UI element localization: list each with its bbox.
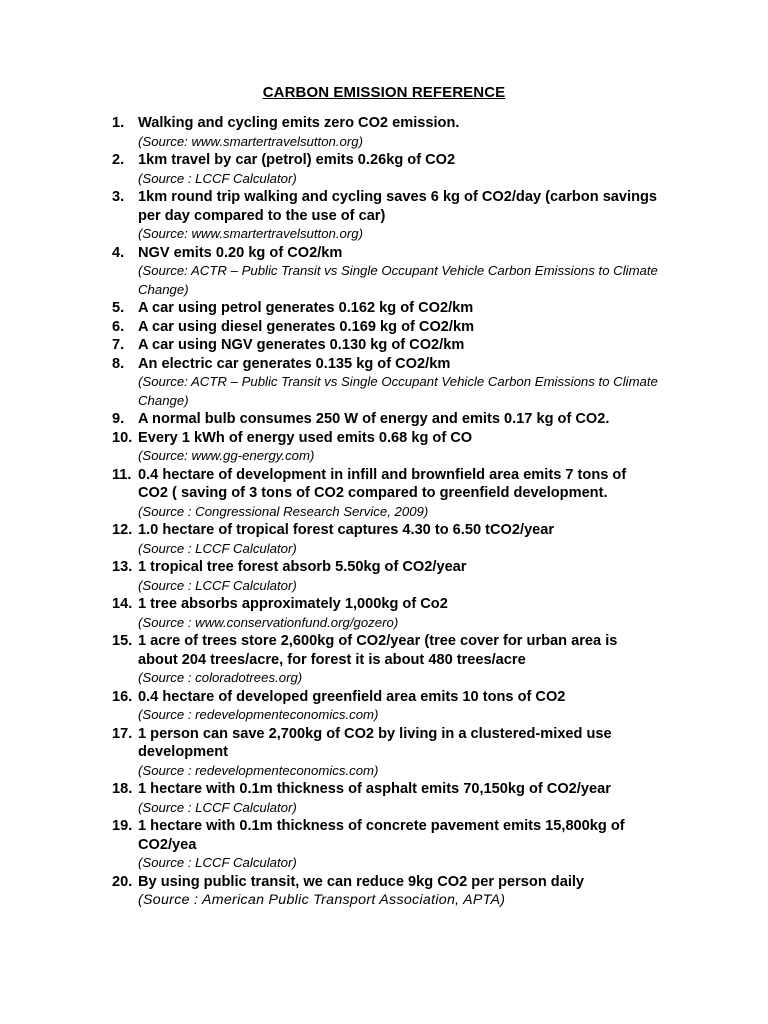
item-text: 1km round trip walking and cycling saves 6 kg of CO2/day (carbon savings per day compared to the use of car) [138, 189, 658, 224]
item-number: 20. [112, 873, 133, 890]
list-item [0, 558, 768, 595]
item-source: (Source : American Public Transport Association, APTA) [138, 892, 506, 908]
list-item [0, 873, 768, 910]
item-body [138, 355, 658, 411]
item-body [138, 336, 658, 355]
item-number: 2. [112, 152, 125, 168]
list-item [0, 521, 768, 558]
document-title: CARBON EMISSION REFERENCE [262, 84, 506, 101]
item-body [138, 410, 658, 429]
list-item [0, 632, 768, 688]
item-body [138, 466, 658, 522]
item-number: 13. [112, 559, 133, 575]
item-body [138, 780, 658, 817]
item-source: (Source: ACTR – Public Transit vs Single Occupant Vehicle Carbon Emissions to Climate Change) [138, 374, 658, 408]
item-text: 0.4 hectare of development in infill and brownfield area emits 7 tons of CO2 ( saving of 3 tons of CO2 compared to greenfield development. [138, 466, 627, 501]
item-text: A car using NGV generates 0.130 kg of CO2/km [138, 337, 465, 353]
item-text: 1km travel by car (petrol) emits 0.26kg of CO2 [138, 152, 456, 168]
item-body [138, 318, 658, 337]
item-source: (Source : redevelopmenteconomics.com) [138, 762, 379, 778]
item-source: (Source : Congressional Research Service, 2009) [138, 503, 429, 519]
list-item [0, 318, 768, 337]
item-number: 18. [112, 781, 133, 797]
list-item [0, 299, 768, 318]
item-text: 1 hectare with 0.1m thickness of concrete pavement emits 15,800kg of CO2/yea [138, 818, 625, 853]
item-body [138, 521, 658, 558]
item-number: 7. [112, 337, 125, 353]
list-item [0, 244, 768, 300]
item-text: A car using petrol generates 0.162 kg of CO2/km [138, 300, 474, 316]
item-source: (Source : LCCF Calculator) [138, 577, 297, 593]
list-item [0, 780, 768, 817]
item-body [138, 873, 658, 910]
item-body [138, 558, 658, 595]
item-number: 14. [112, 596, 133, 612]
item-source: (Source: www.smartertravelsutton.org) [138, 226, 363, 241]
item-source: (Source : LCCF Calculator) [138, 799, 297, 815]
item-text: 1 tree absorbs approximately 1,000kg of Co2 [138, 596, 448, 612]
item-body [138, 429, 658, 466]
item-source: (Source : www.conservationfund.org/gozero) [138, 614, 399, 630]
item-text: NGV emits 0.20 kg of CO2/km [138, 244, 343, 261]
item-number: 3. [112, 189, 125, 205]
item-body [138, 688, 658, 725]
item-number: 12. [112, 522, 133, 538]
item-source: (Source : coloradotrees.org) [138, 670, 303, 685]
item-text: 0.4 hectare of developed greenfield area emits 10 tons of CO2 [138, 688, 566, 705]
item-text: By using public transit, we can reduce 9kg CO2 per person daily [138, 873, 585, 890]
item-source: (Source : LCCF Calculator) [138, 170, 297, 186]
item-source: (Source: ACTR – Public Transit vs Single Occupant Vehicle Carbon Emissions to Climate Change) [138, 263, 658, 297]
item-text: 1 tropical tree forest absorb 5.50kg of CO2/year [138, 559, 467, 575]
item-number: 16. [112, 688, 133, 705]
item-number: 10. [112, 429, 133, 446]
item-text: A normal bulb consumes 250 W of energy and emits 0.17 kg of CO2. [138, 411, 610, 427]
list-item [0, 336, 768, 355]
list-item [0, 595, 768, 632]
item-body [138, 151, 658, 188]
list-item [0, 725, 768, 781]
item-number: 5. [112, 300, 125, 316]
list-item [0, 429, 768, 466]
item-body [138, 632, 658, 688]
list-item [0, 151, 768, 188]
item-number: 9. [112, 411, 125, 427]
reference-list [0, 114, 768, 910]
item-body [138, 725, 658, 781]
item-source: (Source: www.smartertravelsutton.org) [138, 133, 363, 149]
list-item [0, 466, 768, 522]
list-item [0, 410, 768, 429]
item-number: 6. [112, 318, 125, 335]
item-text: 1 hectare with 0.1m thickness of asphalt emits 70,150kg of CO2/year [138, 781, 611, 797]
item-source: (Source: www.gg-energy.com) [138, 448, 315, 463]
item-body [138, 299, 658, 318]
item-number: 11. [112, 466, 132, 483]
list-item [0, 817, 768, 873]
item-number: 19. [112, 818, 133, 834]
item-text: 1.0 hectare of tropical forest captures 4.30 to 6.50 tCO2/year [138, 522, 555, 538]
list-item [0, 188, 768, 244]
item-text: Every 1 kWh of energy used emits 0.68 kg of CO [138, 429, 473, 446]
list-item [0, 688, 768, 725]
item-text: 1 acre of trees store 2,600kg of CO2/year (tree cover for urban area is about 204 trees/acre, for forest it is about 480 trees/acre [138, 633, 618, 668]
list-item [0, 114, 768, 151]
item-text: Walking and cycling emits zero CO2 emission. [138, 115, 460, 131]
item-number: 1. [112, 115, 125, 131]
list-item [0, 355, 768, 411]
item-body [138, 244, 658, 300]
item-text: A car using diesel generates 0.169 kg of CO2/km [138, 318, 475, 335]
item-source: (Source : LCCF Calculator) [138, 855, 297, 870]
item-body [138, 114, 658, 151]
item-source: (Source : LCCF Calculator) [138, 540, 297, 556]
item-body [138, 595, 658, 632]
item-body [138, 188, 658, 244]
item-body [138, 817, 658, 873]
item-source: (Source : redevelopmenteconomics.com) [138, 707, 379, 722]
item-number: 8. [112, 355, 125, 372]
item-number: 4. [112, 244, 125, 261]
item-number: 15. [112, 633, 133, 649]
item-text: An electric car generates 0.135 kg of CO2/km [138, 355, 451, 372]
item-number: 17. [112, 725, 133, 742]
item-text: 1 person can save 2,700kg of CO2 by living in a clustered-mixed use development [138, 725, 612, 760]
